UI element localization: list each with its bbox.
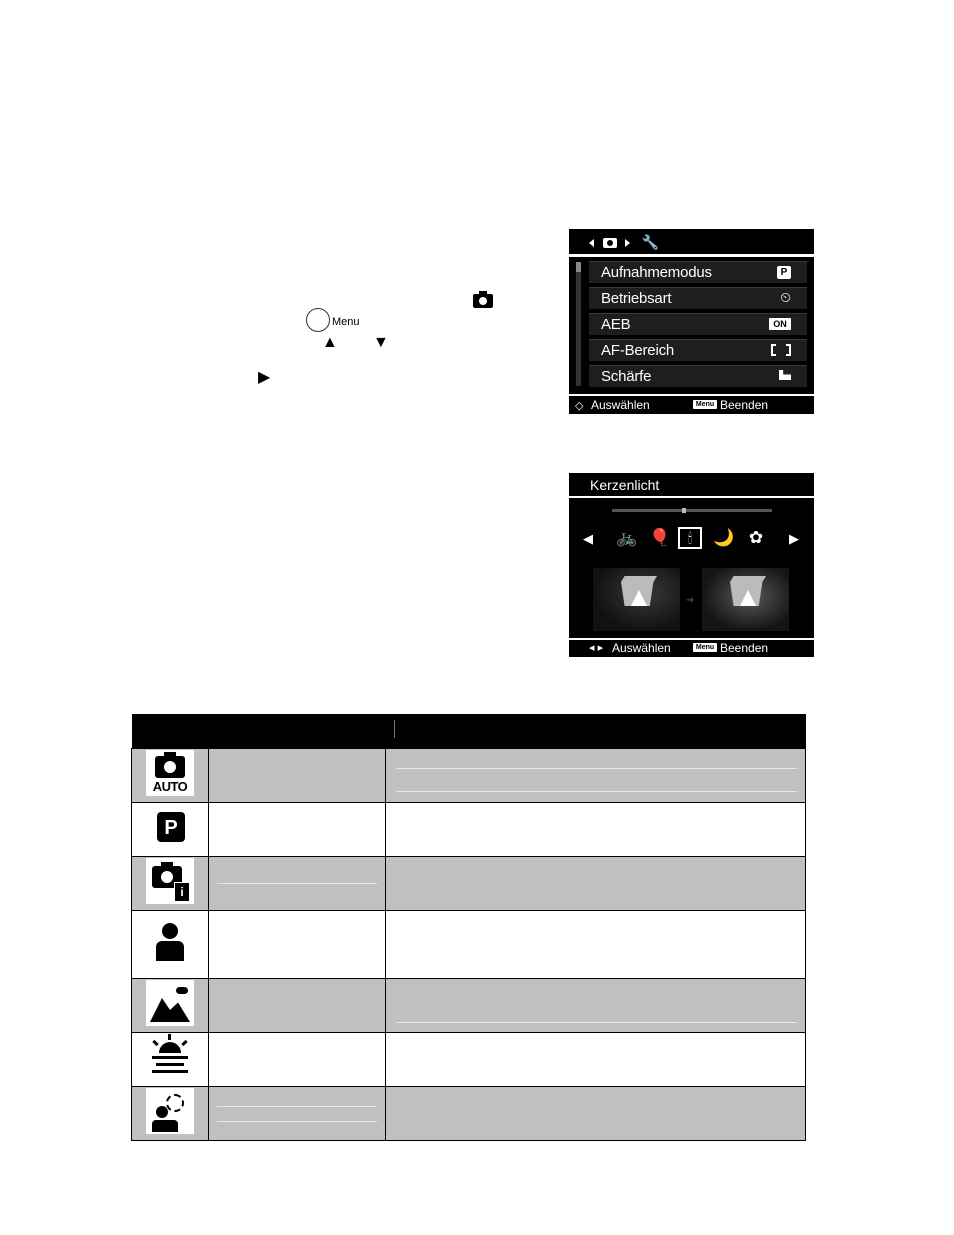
menu-tab-bar [569, 229, 814, 257]
camera-tab-icon[interactable] [603, 238, 617, 248]
camera-icon [473, 294, 493, 308]
sunset-icon [146, 1034, 194, 1080]
table-row [132, 749, 806, 803]
wrench-icon[interactable]: 🔧 [641, 234, 660, 251]
right-arrow-icon: ▶ [258, 369, 271, 386]
scene-footer [569, 638, 814, 657]
table-row [132, 911, 806, 979]
up-arrow-icon: ▲ [322, 334, 338, 351]
self-timer-icon: ⏲ [780, 289, 791, 305]
footer-select-label: Auswählen [591, 398, 650, 412]
scene-title: Kerzenlicht [590, 477, 660, 493]
scene-position-track [612, 509, 772, 512]
p-mode-icon: P [777, 266, 791, 279]
backlight-icon [146, 1088, 194, 1134]
sport-icon[interactable]: 🚲 [616, 528, 638, 547]
down-arrow-icon: ▼ [373, 334, 389, 351]
dpad-icon: ◇ [575, 400, 584, 412]
footer-select-label: Auswählen [612, 641, 671, 655]
table-row [132, 1087, 806, 1141]
menu-item-af-bereich[interactable] [589, 339, 807, 361]
menu-button-icon [306, 308, 330, 332]
table-header [132, 714, 806, 749]
camera-menu-screen [569, 229, 814, 414]
auto-mode-icon: AUTO [146, 750, 194, 796]
shooting-mode-table [131, 714, 806, 1141]
menu-item-schaerfe[interactable] [589, 365, 807, 387]
menu-item-betriebsart[interactable] [589, 287, 807, 309]
af-frame-icon [771, 344, 791, 356]
candle-example-before-image [593, 568, 680, 631]
menu-item-label: Aufnahmemodus [601, 264, 712, 281]
tab-left-arrow-icon[interactable] [589, 239, 594, 247]
scene-left-arrow-icon[interactable]: ◀ [583, 531, 593, 546]
camera-info-icon: i [146, 858, 194, 904]
menu-footer [569, 394, 814, 414]
program-mode-icon: P [146, 804, 194, 850]
menu-item-label: Betriebsart [601, 290, 672, 307]
menu-item-aeb[interactable] [589, 313, 807, 335]
footer-exit-label: Beenden [720, 398, 769, 412]
tree-shape [740, 590, 756, 606]
sharpness-icon [779, 370, 791, 380]
scene-title-bar [569, 473, 814, 498]
menu-item-label: Schärfe [601, 368, 652, 385]
table-row [132, 979, 806, 1033]
left-right-arrows-icon: ◂ ▸ [589, 642, 604, 654]
footer-exit-label: Beenden [720, 641, 769, 655]
table-header-cell [132, 714, 386, 749]
party-icon[interactable]: 🎈 [649, 528, 671, 547]
menu-item-aufnahmemodus[interactable] [589, 261, 807, 283]
on-badge: ON [769, 318, 791, 330]
menu-chip-icon: Menu [693, 643, 717, 652]
menu-item-label: AF-Bereich [601, 342, 675, 359]
table-row [132, 1033, 806, 1087]
night-portrait-icon[interactable]: 🌙 [713, 528, 735, 547]
tab-right-arrow-icon[interactable] [625, 239, 630, 247]
tree-shape [631, 590, 647, 606]
candlelight-icon[interactable]: 🕯 [678, 527, 702, 549]
text-scene-icon[interactable]: ✿ [748, 528, 764, 547]
portrait-icon [146, 919, 194, 965]
table-row [132, 803, 806, 857]
menu-item-label: AEB [601, 316, 631, 333]
scene-right-arrow-icon[interactable]: ▶ [789, 531, 799, 546]
candle-example-after-image [702, 568, 789, 631]
menu-chip-icon: Menu [693, 400, 717, 409]
table-header-cell [386, 714, 806, 749]
scene-select-screen [569, 473, 814, 657]
landscape-icon [146, 980, 194, 1026]
menu-scrollbar[interactable] [576, 262, 581, 386]
table-row [132, 857, 806, 911]
menu-label: Menu [332, 316, 360, 328]
compare-arrow-icon: ➜ [686, 595, 695, 606]
